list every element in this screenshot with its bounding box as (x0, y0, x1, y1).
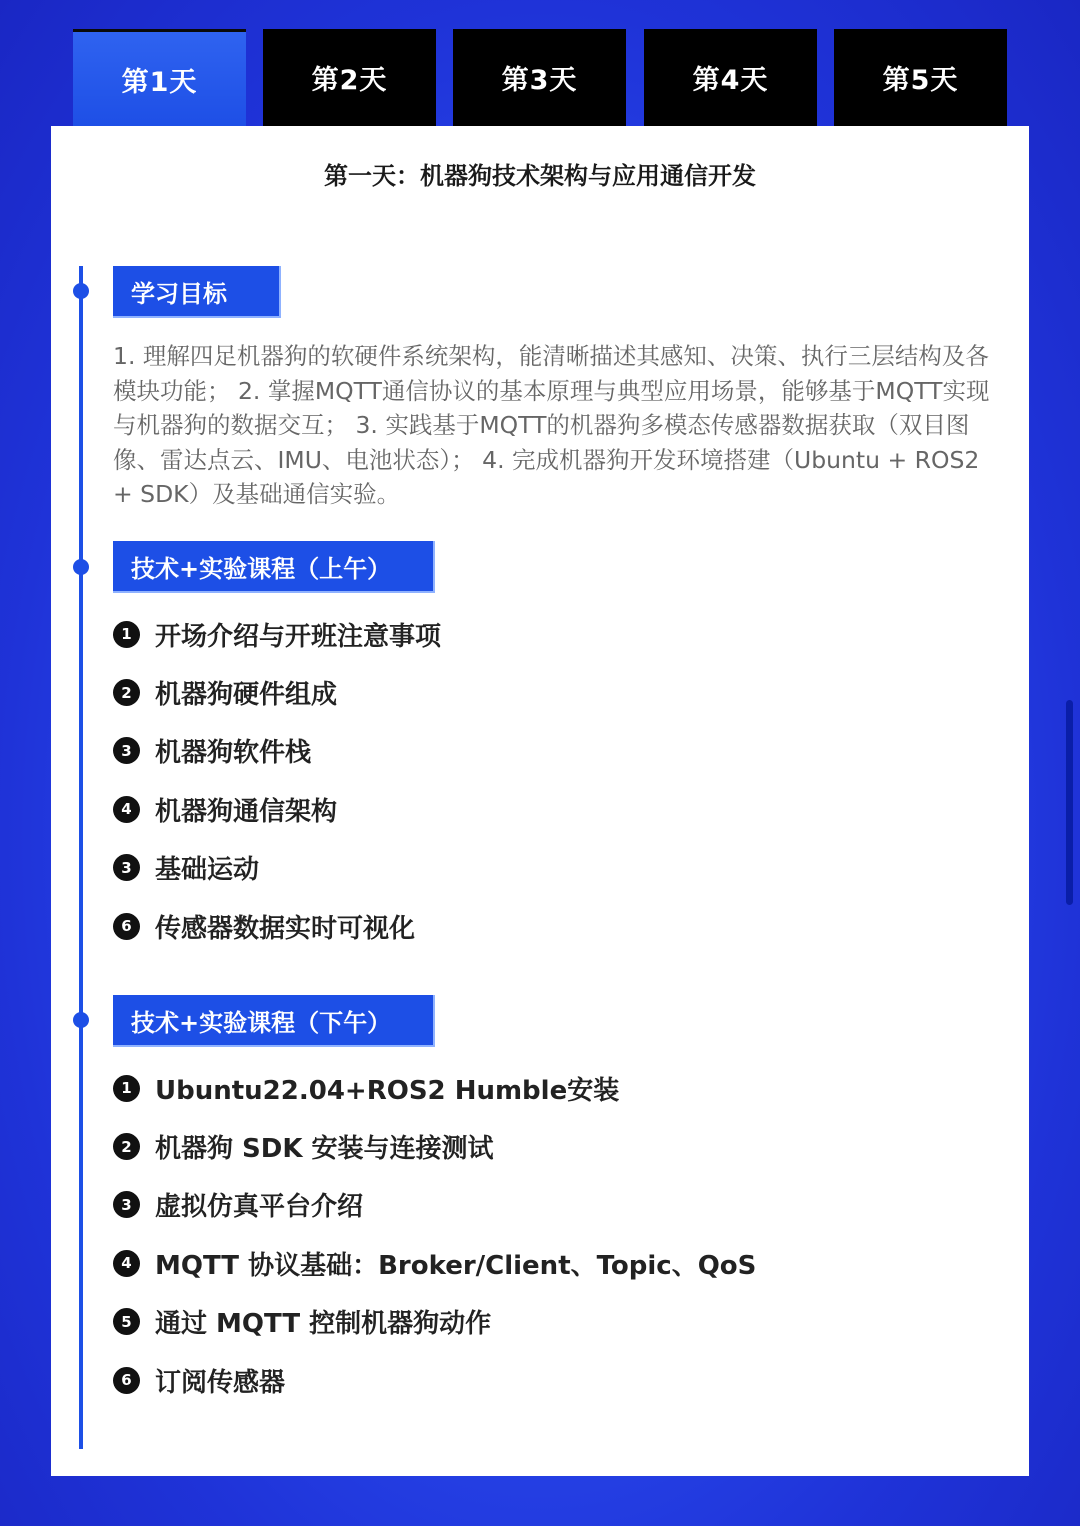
page-scrollbar[interactable] (1066, 700, 1073, 905)
number-badge-icon: 2 (113, 1133, 140, 1160)
number-badge-icon: 1 (113, 1075, 140, 1102)
tab-day-3[interactable]: 第3天 (453, 29, 626, 126)
goals-description: 1. 理解四足机器狗的软硬件系统架构，能清晰描述其感知、决策、执行三层结构及各模块功能； 2. 掌握MQTT通信协议的基本原理与典型应用场景，能够基于MQTT实现与机器狗的数据交互； 3. 实践基于MQTT的机器狗多模态传感器数据获取（双目图像、雷达点云、IMU、电池状态）； 4. 完成机器狗开发环境搭建（Ubuntu + ROS2 + SDK）及基础通信实验。 (113, 342, 990, 508)
number-badge-icon: 3 (113, 1191, 140, 1218)
list-item (113, 1117, 756, 1175)
afternoon-course-list (113, 1059, 756, 1409)
list-item (113, 1234, 756, 1292)
section-label-afternoon: 技术+实验课程（下午） (131, 1008, 392, 1037)
list-item (113, 1351, 756, 1409)
section-tag-afternoon (113, 995, 435, 1047)
number-badge-icon: 6 (113, 1367, 140, 1394)
morning-course-list (113, 605, 441, 955)
course-item-text: 传感器数据实时可视化 (155, 913, 416, 944)
timeline-line (79, 266, 83, 1449)
tab-day-5[interactable]: 第5天 (834, 29, 1007, 126)
course-item-text: 订阅传感器 (155, 1367, 286, 1398)
timeline-dot-goals (73, 283, 89, 299)
list-item (113, 839, 441, 897)
number-badge-icon: 5 (113, 1308, 140, 1335)
list-item (113, 605, 441, 663)
timeline-dot-afternoon (73, 1012, 89, 1028)
course-item-text: 开场介绍与开班注意事项 (155, 621, 442, 652)
section-tag-morning (113, 541, 435, 593)
course-item-text: 机器狗通信架构 (155, 796, 338, 827)
number-badge-icon: 3 (113, 854, 140, 881)
course-item-text: Ubuntu22.04+ROS2 Humble安装 (155, 1075, 620, 1106)
number-badge-icon: 1 (113, 621, 140, 648)
course-item-text: 通过 MQTT 控制机器狗动作 (155, 1309, 492, 1340)
number-badge-icon: 6 (113, 913, 140, 940)
list-item (113, 1059, 756, 1117)
course-item-text: 机器狗 SDK 安装与连接测试 (155, 1134, 494, 1165)
list-item (113, 780, 441, 838)
timeline-dot-morning (73, 559, 89, 575)
tab-day-1[interactable]: 第1天 (73, 29, 246, 126)
list-item (113, 897, 441, 955)
course-item-text: 虚拟仿真平台介绍 (155, 1192, 364, 1223)
page-title: 第一天：机器狗技术架构与应用通信开发 (324, 162, 756, 190)
number-badge-icon: 4 (113, 796, 140, 823)
list-item (113, 663, 441, 721)
list-item (113, 1293, 756, 1351)
course-item-text: 机器狗软件栈 (155, 738, 312, 769)
list-item (113, 722, 441, 780)
section-label-goals: 学习目标 (131, 279, 227, 308)
day-tabs (73, 29, 1007, 126)
tab-day-2[interactable]: 第2天 (263, 29, 436, 126)
list-item (113, 1176, 756, 1234)
course-item-text: 基础运动 (155, 855, 260, 886)
number-badge-icon: 2 (113, 679, 140, 706)
number-badge-icon: 4 (113, 1250, 140, 1277)
tab-day-4[interactable]: 第4天 (644, 29, 817, 126)
course-item-text: MQTT 协议基础：Broker/Client、Topic、QoS (155, 1250, 757, 1281)
day-content-panel (51, 126, 1029, 1476)
section-tag-goals (113, 266, 281, 318)
number-badge-icon: 3 (113, 737, 140, 764)
course-item-text: 机器狗硬件组成 (155, 680, 338, 711)
section-label-morning: 技术+实验课程（上午） (131, 554, 392, 583)
